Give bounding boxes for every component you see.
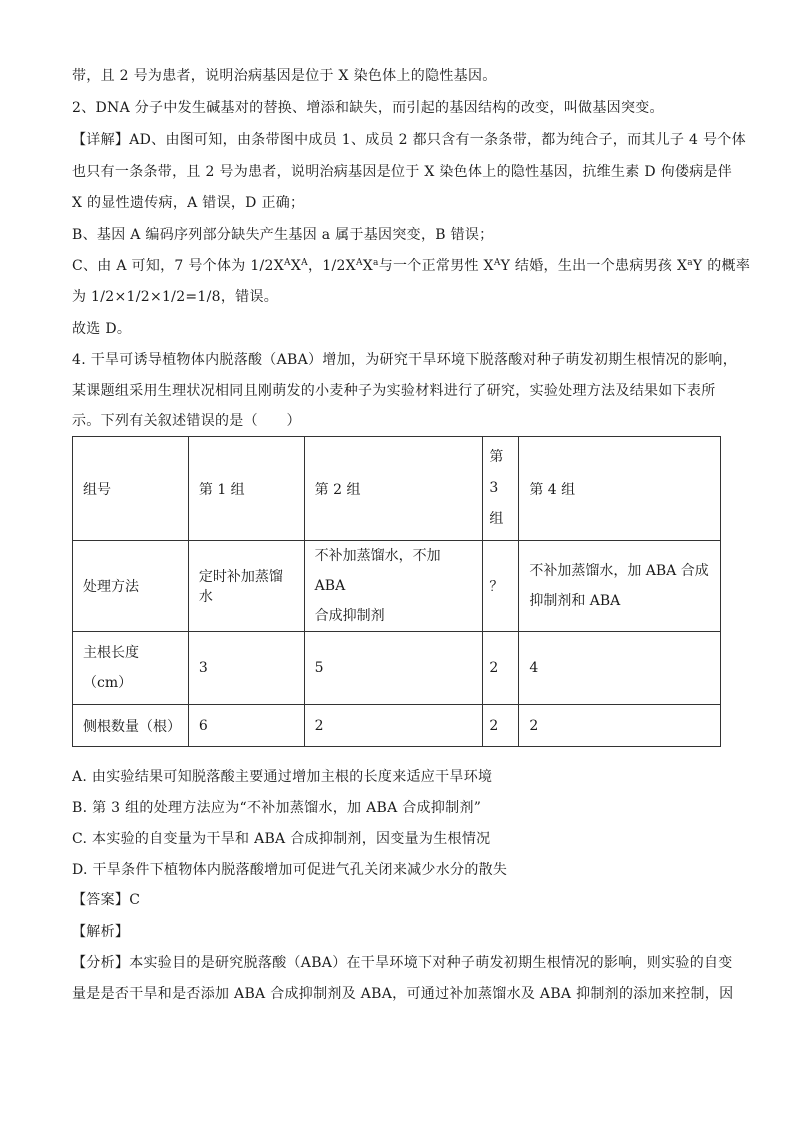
fenxi-line-1 <box>72 953 732 973</box>
l7-sup-4: a <box>373 258 379 268</box>
question-4-line-1: 4. 干旱可诱导植物体内脱落酸（ABA）增加，为研究干旱环境下脱落酸对种子萌发初期生根情况的影响， <box>72 352 738 368</box>
header-group-2: 第 2 组 <box>304 437 483 541</box>
header-group-3 <box>483 437 519 541</box>
analysis-heading: 【解析】 <box>72 924 130 940</box>
option-b: B. 第 3 组的处理方法应为“不补加蒸馏水，加 ABA 合成抑制剂” <box>72 800 482 816</box>
table-row-main-root-length <box>73 632 721 705</box>
treatment-group-3: ？ <box>483 541 519 632</box>
detail-text: AD、由图可知，由条带图中成员 1、成员 2 都只含有一条条带，都为纯合子，而其儿子 4 号个体 <box>129 132 746 148</box>
main-root-group-3: 2 <box>483 632 519 705</box>
text-line-4: 也只有一条条带，且 2 号为患者，说明治病基因是位于 X 染色体上的隐性基因，抗维生素 D 佝偻病是伴 <box>72 164 733 180</box>
row-label-main-root-length <box>73 632 189 705</box>
fenxi-line-2: 量是是否干旱和是否添加 ABA 合成抑制剂及 ABA，可通过补加蒸馏水及 ABA 抑制剂的添加来控制，因 <box>72 986 734 1002</box>
treatment-group-4-line-2: 抑制剂和 ABA <box>529 593 621 609</box>
question-4-line-3: 示。下列有关叙述错误的是（ ） <box>72 413 301 429</box>
answer-value: C <box>129 892 141 908</box>
l7-sup-5: A <box>493 258 501 268</box>
l7-sup-2: A <box>301 258 308 268</box>
question-4-line-2: 某课题组采用生理状况相同且刚萌发的小麦种子为实验材料进行了研究，实验处理方法及结果如下表所 <box>72 383 716 399</box>
main-root-group-4: 4 <box>519 632 721 705</box>
l7-sup-1: A <box>284 258 291 268</box>
table-row-lateral-root-count <box>73 705 721 747</box>
option-d: D. 干旱条件下植物体内脱落酸增加可促进气孔关闭来减少水分的散失 <box>72 862 508 878</box>
text-line-1: 带，且 2 号为患者，说明治病基因是位于 X 染色体上的隐性基因。 <box>72 68 497 84</box>
option-c: C. 本实验的自变量为干旱和 ABA 合成抑制剂，因变量为生根情况 <box>72 831 491 847</box>
treatment-group-4 <box>519 541 721 632</box>
header-group-number: 组号 <box>73 437 189 541</box>
answer-line <box>72 890 732 910</box>
l7-part-a: C、由 A 可知，7 号个体为 1/2X <box>72 258 285 274</box>
row-label-treatment: 处理方法 <box>73 541 189 632</box>
treatment-group-2-line-2: 合成抑制剂 <box>314 608 385 624</box>
l7-part-g: Y 的概率 <box>692 258 751 274</box>
text-line-5: X 的显性遗传病，A 错误，D 正确； <box>72 195 305 211</box>
table-header-row <box>73 437 721 541</box>
lateral-root-group-2: 2 <box>304 705 483 747</box>
header-group-3-part-a: 第 <box>489 449 504 465</box>
header-group-4: 第 4 组 <box>519 437 721 541</box>
l7-sup-3: A <box>355 258 363 268</box>
main-root-label-line-2: （cm） <box>83 675 133 691</box>
l7-part-d: X <box>362 258 374 274</box>
main-root-group-2: 5 <box>304 632 483 705</box>
row-label-lateral-root-count: 侧根数量（根） <box>73 705 189 747</box>
l7-part-e: 与一个正常男性 X <box>378 258 494 274</box>
text-line-6: B、基因 A 编码序列部分缺失产生基因 a 属于基因突变，B 错误； <box>72 227 494 243</box>
l7-sup-6: a <box>687 258 693 268</box>
table-row-treatment <box>73 541 721 632</box>
lateral-root-group-4: 2 <box>519 705 721 747</box>
header-group-3-part-c: 组 <box>489 511 504 527</box>
main-root-label-line-1: 主根长度 <box>83 645 139 661</box>
fenxi-text-1: 本实验目的是研究脱落酸（ABA）在干旱环境下对种子萌发初期生根情况的影响，则实验的自变 <box>129 955 733 971</box>
main-root-group-1: 3 <box>188 632 304 705</box>
fenxi-tag: 【分析】 <box>72 955 130 971</box>
l7-part-b: X <box>290 258 302 274</box>
text-line-8: 为 1/2×1/2×1/2=1/8，错误。 <box>72 289 279 305</box>
l7-part-f: Y 结婚，生出一个患病男孩 X <box>500 258 688 274</box>
detail-tag: 【详解】 <box>72 132 130 148</box>
text-line-2: 2、DNA 分子中发生碱基对的替换、增添和缺失，而引起的基因结构的改变，叫做基因突变。 <box>72 100 664 116</box>
text-line-9: 故选 D。 <box>72 321 132 337</box>
header-group-1: 第 1 组 <box>188 437 304 541</box>
text-line-3 <box>72 130 746 150</box>
option-a: A. 由实验结果可知脱落酸主要通过增加主根的长度来适应干旱环境 <box>72 769 493 785</box>
lateral-root-group-3: 2 <box>483 705 519 747</box>
lateral-root-group-1: 6 <box>188 705 304 747</box>
experiment-table <box>72 436 721 747</box>
text-line-7 <box>72 256 751 276</box>
answer-tag: 【答案】 <box>72 892 130 908</box>
l7-part-c: ，1/2X <box>307 258 356 274</box>
treatment-group-1: 定时补加蒸馏水 <box>188 541 304 632</box>
treatment-group-2 <box>304 541 483 632</box>
treatment-group-2-line-1: 不补加蒸馏水，不加 ABA <box>314 548 441 594</box>
header-group-3-part-b: 3 <box>489 480 499 496</box>
treatment-group-4-line-1: 不补加蒸馏水，加 ABA 合成 <box>529 563 709 579</box>
